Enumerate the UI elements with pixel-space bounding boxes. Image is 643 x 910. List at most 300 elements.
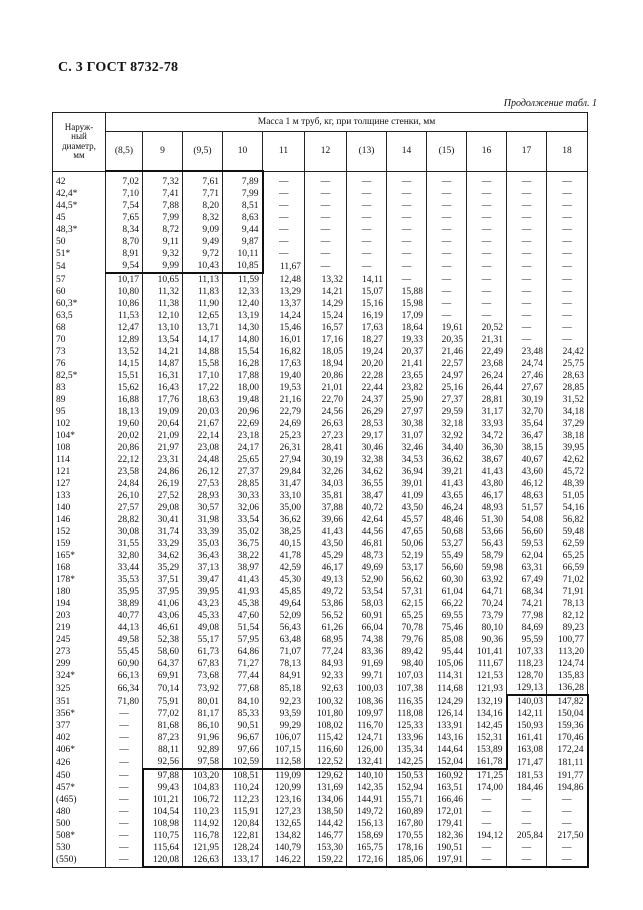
mass-cell: 48,46: [427, 514, 467, 526]
mass-cell: 18,27: [347, 334, 387, 346]
mass-cell: 22,44: [347, 382, 387, 394]
mass-cell: 31,52: [547, 394, 588, 406]
mass-cell: 44,13: [106, 622, 143, 634]
mass-cell: 53,86: [305, 598, 347, 610]
mass-cell: 13,10: [143, 322, 183, 334]
mass-cell: 91,96: [183, 732, 223, 744]
table-row: [53, 574, 588, 586]
mass-cell: 190,51: [427, 842, 467, 854]
mass-cell: 38,97: [223, 562, 263, 574]
mass-cell: 77,02: [143, 708, 183, 720]
mass-cell: 10,86: [106, 298, 143, 310]
continuation-note: Продолжение табл. 1: [503, 98, 597, 109]
diameter-cell: 42,4*: [53, 188, 106, 200]
mass-cell: —: [507, 334, 547, 346]
mass-cell: —: [347, 171, 387, 188]
mass-cell: 35,29: [143, 562, 183, 574]
mass-cell: 108,36: [347, 695, 387, 708]
mass-cell: 45,57: [387, 514, 427, 526]
mass-cell: —: [387, 248, 427, 260]
mass-cell: 73,79: [467, 610, 507, 622]
mass-cell: 104,83: [183, 782, 223, 794]
mass-cell: 78,13: [263, 658, 305, 670]
mass-cell: —: [547, 322, 588, 334]
mass-cell: 58,79: [467, 550, 507, 562]
mass-cell: 7,89: [223, 171, 263, 188]
table-row: [53, 286, 588, 298]
diameter-cell: 457*: [53, 782, 106, 794]
mass-cell: 35,03: [183, 538, 223, 550]
mass-cell: 101,80: [305, 708, 347, 720]
mass-cell: —: [347, 200, 387, 212]
mass-cell: 110,24: [223, 782, 263, 794]
table-row: [53, 842, 588, 854]
mass-cell: 108,02: [305, 720, 347, 732]
diameter-cell: 152: [53, 526, 106, 538]
mass-cell: 66,59: [547, 562, 588, 574]
mass-cell: 36,43: [183, 550, 223, 562]
diameter-cell: 140: [53, 502, 106, 514]
mass-cell: 103,20: [183, 769, 223, 782]
mass-cell: 144,91: [347, 794, 387, 806]
mass-cell: —: [427, 224, 467, 236]
mass-cell: 158,69: [347, 830, 387, 842]
mass-cell: 48,39: [547, 478, 588, 490]
mass-cell: 172,01: [427, 806, 467, 818]
mass-cell: 174,00: [467, 782, 507, 794]
mass-cell: 146,22: [263, 854, 305, 867]
mass-cell: —: [427, 171, 467, 188]
mass-cell: —: [263, 248, 305, 260]
mass-cell: 7,32: [143, 171, 183, 188]
mass-cell: 152,94: [387, 782, 427, 794]
mass-cell: 99,29: [263, 720, 305, 732]
mass-cell: 69,91: [143, 670, 183, 682]
mass-cell: 120,08: [143, 854, 183, 867]
mass-cell: 99,71: [347, 670, 387, 682]
mass-cell: 39,95: [183, 586, 223, 598]
mass-cell: —: [427, 236, 467, 248]
mass-cell: 30,33: [223, 490, 263, 502]
mass-cell: 14,30: [223, 322, 263, 334]
mass-cell: 194,12: [467, 830, 507, 842]
mass-cell: 53,66: [467, 526, 507, 538]
mass-cell: 75,91: [143, 695, 183, 708]
mass-cell: 52,19: [387, 550, 427, 562]
table-row: [53, 514, 588, 526]
mass-cell: 56,62: [387, 574, 427, 586]
mass-cell: 171,25: [467, 769, 507, 782]
mass-cell: 23,65: [387, 370, 427, 382]
table-row: [53, 466, 588, 478]
mass-cell: 90,36: [467, 634, 507, 646]
mass-cell: 12,10: [143, 310, 183, 322]
mass-cell: 181,53: [507, 769, 547, 782]
mass-cell: 63,92: [467, 574, 507, 586]
mass-cell: 47,60: [223, 610, 263, 622]
mass-cell: 84,93: [305, 658, 347, 670]
mass-cell: 31,55: [106, 538, 143, 550]
diameter-cell: 42: [53, 171, 106, 188]
mass-cell: —: [347, 212, 387, 224]
mass-cell: 132,19: [467, 695, 507, 708]
mass-cell: 48,63: [507, 490, 547, 502]
mass-cell: 17,22: [183, 382, 223, 394]
mass-cell: —: [387, 188, 427, 200]
mass-cell: 45,72: [547, 466, 588, 478]
mass-cell: 96,67: [223, 732, 263, 744]
diameter-cell: 168: [53, 562, 106, 574]
mass-cell: 143,16: [427, 732, 467, 744]
mass-cell: —: [427, 260, 467, 273]
mass-cell: 42,62: [547, 454, 588, 466]
mass-cell: 46,24: [427, 502, 467, 514]
mass-cell: 44,56: [347, 526, 387, 538]
mass-cell: 7,65: [106, 212, 143, 224]
mass-cell: 8,34: [106, 224, 143, 236]
mass-cell: 89,23: [547, 622, 588, 634]
mass-cell: 70,24: [467, 598, 507, 610]
mass-cell: 64,71: [467, 586, 507, 598]
mass-cell: —: [387, 273, 427, 286]
table-row: [53, 708, 588, 720]
mass-cell: 121,53: [467, 670, 507, 682]
mass-cell: 84,69: [507, 622, 547, 634]
mass-cell: 97,58: [183, 756, 223, 769]
mass-cell: 42,64: [347, 514, 387, 526]
mass-cell: 20,86: [305, 370, 347, 382]
mass-cell: 179,41: [427, 818, 467, 830]
mass-cell: 115,64: [143, 842, 183, 854]
mass-cell: 34,18: [547, 406, 588, 418]
mass-cell: 101,41: [467, 646, 507, 658]
mass-cell: 22,79: [263, 406, 305, 418]
mass-cell: 51,57: [507, 502, 547, 514]
table-row: [53, 586, 588, 598]
mass-cell: —: [467, 171, 507, 188]
mass-cell: 138,50: [305, 806, 347, 818]
mass-cell: 20,35: [427, 334, 467, 346]
mass-cell: 159,36: [547, 720, 588, 732]
mass-cell: 28,85: [547, 382, 588, 394]
mass-cell: 14,21: [305, 286, 347, 298]
mass-cell: 31,74: [143, 526, 183, 538]
mass-cell: 10,65: [143, 273, 183, 286]
mass-cell: 92,56: [143, 756, 183, 769]
mass-cell: 13,71: [183, 322, 223, 334]
mass-cell: —: [467, 248, 507, 260]
mass-cell: 13,52: [106, 346, 143, 358]
mass-cell: 30,38: [387, 418, 427, 430]
mass-cell: 23,18: [223, 430, 263, 442]
mass-cell: —: [467, 806, 507, 818]
mass-cell: 24,17: [223, 442, 263, 454]
mass-cell: 23,82: [387, 382, 427, 394]
mass-cell: 7,99: [143, 212, 183, 224]
mass-cell: 85,33: [223, 708, 263, 720]
mass-cell: 23,48: [507, 346, 547, 358]
mass-cell: 133,17: [223, 854, 263, 867]
mass-cell: 26,29: [347, 406, 387, 418]
mass-cell: 136,28: [547, 682, 588, 695]
mass-cell: —: [467, 286, 507, 298]
mass-cell: 10,11: [223, 248, 263, 260]
mass-cell: 194,86: [547, 782, 588, 794]
mass-cell: 118,23: [507, 658, 547, 670]
mass-cell: 7,88: [143, 200, 183, 212]
mass-cell: —: [507, 806, 547, 818]
mass-cell: 56,82: [547, 514, 588, 526]
mass-cell: 13,32: [305, 273, 347, 286]
mass-cell: —: [507, 322, 547, 334]
mass-cell: 19,24: [347, 346, 387, 358]
mass-cell: 142,25: [387, 756, 427, 769]
mass-cell: 128,70: [507, 670, 547, 682]
mass-cell: 16,88: [106, 394, 143, 406]
mass-cell: —: [106, 842, 143, 854]
mass-cell: 21,41: [387, 358, 427, 370]
mass-cell: 26,19: [143, 478, 183, 490]
mass-cell: 80,01: [183, 695, 223, 708]
mass-cell: 152,31: [467, 732, 507, 744]
mass-cell: 56,43: [467, 538, 507, 550]
mass-cell: 27,23: [305, 430, 347, 442]
mass-cell: —: [507, 286, 547, 298]
diameter-cell: 63,5: [53, 310, 106, 322]
mass-cell: 197,91: [427, 854, 467, 867]
mass-cell: 57,95: [223, 634, 263, 646]
mass-cell: 36,62: [427, 454, 467, 466]
mass-cell: 23,31: [143, 454, 183, 466]
mass-cell: —: [106, 782, 143, 794]
mass-cell: 28,82: [106, 514, 143, 526]
mass-cell: 37,51: [143, 574, 183, 586]
mass-cell: 25,90: [387, 394, 427, 406]
mass-cell: —: [467, 200, 507, 212]
mass-cell: 27,94: [263, 454, 305, 466]
mass-cell: 107,15: [263, 744, 305, 756]
mass-cell: 27,37: [223, 466, 263, 478]
wall-thickness-header: (15): [427, 132, 467, 172]
mass-cell: 170,46: [547, 732, 588, 744]
mass-cell: —: [106, 732, 143, 744]
mass-cell: —: [507, 310, 547, 322]
mass-cell: —: [507, 224, 547, 236]
table-row: [53, 346, 588, 358]
mass-cell: —: [547, 171, 588, 188]
mass-cell: 16,31: [143, 370, 183, 382]
mass-cell: —: [263, 200, 305, 212]
mass-cell: —: [427, 273, 467, 286]
mass-cell: 17,76: [143, 394, 183, 406]
mass-cell: 90,51: [223, 720, 263, 732]
mass-cell: 46,61: [143, 622, 183, 634]
mass-cell: 181,11: [547, 756, 588, 769]
diameter-cell: 299: [53, 658, 106, 670]
mass-cell: 56,43: [263, 622, 305, 634]
mass-cell: 147,82: [547, 695, 588, 708]
diameter-cell: 76: [53, 358, 106, 370]
mass-cell: 140,79: [263, 842, 305, 854]
mass-cell: 8,70: [106, 236, 143, 248]
mass-cell: 22,70: [305, 394, 347, 406]
mass-cell: 30,19: [507, 394, 547, 406]
mass-cell: 7,99: [223, 188, 263, 200]
mass-cell: 124,74: [547, 658, 588, 670]
mass-cell: 41,93: [223, 586, 263, 598]
mass-cell: 21,46: [427, 346, 467, 358]
mass-cell: 150,04: [547, 708, 588, 720]
mass-cell: 41,43: [223, 574, 263, 586]
mass-cell: 112,23: [223, 794, 263, 806]
page-header: С. 3 ГОСТ 8732-78: [58, 60, 179, 75]
mass-cell: 26,63: [305, 418, 347, 430]
mass-cell: —: [305, 224, 347, 236]
table-row: [53, 322, 588, 334]
mass-cell: 43,50: [387, 502, 427, 514]
mass-cell: —: [467, 188, 507, 200]
mass-cell: 43,65: [427, 490, 467, 502]
diameter-cell: 95: [53, 406, 106, 418]
mass-cell: 40,15: [263, 538, 305, 550]
mass-cell: 128,24: [223, 842, 263, 854]
mass-cell: 63,48: [263, 634, 305, 646]
mass-cell: 11,32: [143, 286, 183, 298]
mass-cell: 18,00: [223, 382, 263, 394]
mass-cell: 20,03: [183, 406, 223, 418]
mass-cell: 18,05: [305, 346, 347, 358]
mass-cell: —: [347, 188, 387, 200]
mass-cell: 31,47: [263, 478, 305, 490]
mass-cell: —: [305, 260, 347, 273]
mass-cell: 29,17: [347, 430, 387, 442]
mass-cell: 11,38: [143, 298, 183, 310]
mass-cell: 34,40: [427, 442, 467, 454]
mass-cell: —: [547, 212, 588, 224]
mass-cell: —: [106, 818, 143, 830]
mass-cell: 28,85: [223, 478, 263, 490]
mass-cell: 12,33: [223, 286, 263, 298]
diameter-cell: 70: [53, 334, 106, 346]
table-row: [53, 502, 588, 514]
mass-cell: 32,18: [427, 418, 467, 430]
mass-cell: 15,16: [347, 298, 387, 310]
diameter-cell: 273: [53, 646, 106, 658]
mass-cell: —: [387, 212, 427, 224]
mass-cell: 20,86: [106, 442, 143, 454]
mass-cell: 112,58: [263, 756, 305, 769]
mass-cell: 11,13: [183, 273, 223, 286]
mass-cell: 61,26: [305, 622, 347, 634]
mass-cell: 54,16: [547, 502, 588, 514]
table-row: [53, 358, 588, 370]
mass-cell: 48,93: [467, 502, 507, 514]
mass-cell: 178,16: [387, 842, 427, 854]
mass-cell: 8,32: [183, 212, 223, 224]
mass-cell: 15,54: [223, 346, 263, 358]
mass-cell: —: [427, 298, 467, 310]
mass-cell: 26,24: [467, 370, 507, 382]
mass-cell: 108,51: [223, 769, 263, 782]
diameter-cell: 426: [53, 756, 106, 769]
mass-cell: 70,78: [387, 622, 427, 634]
mass-cell: 28,63: [547, 370, 588, 382]
mass-cell: 142,45: [467, 720, 507, 732]
mass-cell: 31,17: [467, 406, 507, 418]
mass-cell: 37,29: [547, 418, 588, 430]
mass-cell: 25,75: [547, 358, 588, 370]
wall-thickness-header: 9: [143, 132, 183, 172]
table-row: [53, 236, 588, 248]
mass-cell: 26,12: [183, 466, 223, 478]
mass-cell: —: [507, 200, 547, 212]
mass-cell: 146,77: [305, 830, 347, 842]
mass-cell: 97,88: [143, 769, 183, 782]
mass-cell: 32,46: [387, 442, 427, 454]
mass-cell: 24,86: [143, 466, 183, 478]
mass-cell: 49,69: [347, 562, 387, 574]
mass-cell: 115,42: [305, 732, 347, 744]
mass-cell: 39,21: [427, 466, 467, 478]
mass-cell: 16,28: [223, 358, 263, 370]
table-row: [53, 273, 588, 286]
mass-cell: 50,68: [427, 526, 467, 538]
diameter-cell: 83: [53, 382, 106, 394]
mass-cell: 15,24: [305, 310, 347, 322]
mass-cell: —: [547, 806, 588, 818]
table-row: [53, 171, 588, 188]
mass-cell: —: [106, 794, 143, 806]
mass-cell: 24,42: [547, 346, 588, 358]
mass-cell: 84,91: [263, 670, 305, 682]
mass-cell: 122,52: [305, 756, 347, 769]
mass-cell: 45,85: [263, 586, 305, 598]
mass-cell: —: [547, 794, 588, 806]
mass-cell: —: [507, 212, 547, 224]
mass-cell: 16,43: [143, 382, 183, 394]
mass-cell: 57,31: [387, 586, 427, 598]
mass-cell: 41,78: [263, 550, 305, 562]
mass-cell: 9,32: [143, 248, 183, 260]
mass-cell: 78,13: [547, 598, 588, 610]
mass-cell: 59,53: [507, 538, 547, 550]
table-row: [53, 310, 588, 322]
mass-cell: 69,55: [427, 610, 467, 622]
mass-cell: 129,13: [507, 682, 547, 695]
mass-cell: —: [507, 248, 547, 260]
table-row: [53, 248, 588, 260]
mass-cell: 24,74: [507, 358, 547, 370]
table-row: [53, 224, 588, 236]
diameter-cell: 133: [53, 490, 106, 502]
diameter-cell: 180: [53, 586, 106, 598]
mass-cell: 17,10: [183, 370, 223, 382]
mass-cell: 30,46: [347, 442, 387, 454]
mass-cell: —: [106, 830, 143, 842]
mass-cell: 83,36: [347, 646, 387, 658]
mass-cell: 107,03: [387, 670, 427, 682]
mass-cell: 25,23: [263, 430, 305, 442]
mass-cell: 126,00: [347, 744, 387, 756]
mass-cell: 61,04: [427, 586, 467, 598]
mass-cell: 59,48: [547, 526, 588, 538]
mass-cell: 49,64: [263, 598, 305, 610]
mass-cell: 26,31: [263, 442, 305, 454]
mass-cell: 97,66: [223, 744, 263, 756]
diameter-cell: 508*: [53, 830, 106, 842]
mass-cell: —: [507, 273, 547, 286]
diameter-cell: 57: [53, 273, 106, 286]
